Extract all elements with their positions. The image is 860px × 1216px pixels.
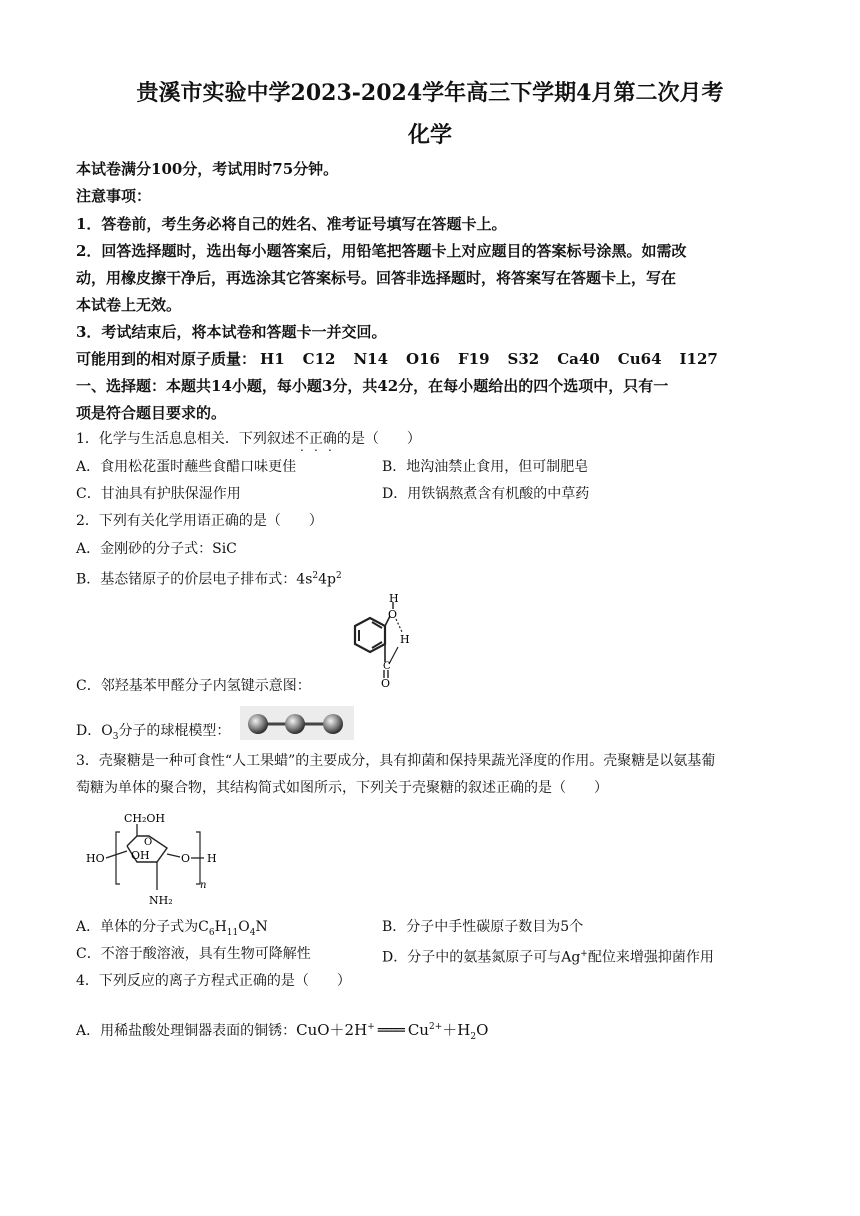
q2-option-c: C．邻羟基苯甲醛分子内氢键示意图： <box>76 678 311 694</box>
score-line: 本试卷满分100分，考试用时75分钟。 <box>76 160 339 178</box>
q2-d-post: 分子的球棍模型： <box>118 723 231 739</box>
mass-i: I127 <box>679 350 718 368</box>
note-2-cont: 动，用橡皮擦干净后，再选涂其它答案标号。回答非选择题时，将答案写在答题卡上，写在 <box>76 269 677 287</box>
q1-em-3: 确 <box>322 431 337 447</box>
eq-lhs-sup: + <box>367 1022 375 1032</box>
q1-stem-b: 的是（ ） <box>336 431 421 447</box>
q3-d-sup: + <box>580 949 588 959</box>
glycosidic-bond <box>167 854 180 857</box>
question-2-stem: 2．下列有关化学用语正确的是（ ） <box>76 513 323 529</box>
q3-a-pre: A．单体的分子式为 <box>76 919 199 935</box>
eq-o: O <box>476 1021 489 1039</box>
mass-o: O16 <box>406 350 440 368</box>
h-side-label: H <box>400 633 410 646</box>
c-label: C <box>383 661 391 672</box>
ring-o-label: O <box>144 837 153 848</box>
section-heading-cont: 项是符合题目要求的。 <box>76 404 227 422</box>
q3-option-b: B．分子中手性碳原子数目为5个 <box>382 919 584 935</box>
end-h-label: H <box>207 852 217 865</box>
ch2oh-label: CH₂OH <box>124 812 166 825</box>
exam-title: 贵溪市实验中学2023-2024学年高三下学期4月第二次月考 <box>136 80 724 106</box>
oxygen-ball-3 <box>323 714 343 734</box>
note-1: 1．答卷前，考生务必将自己的姓名、准考证号填写在答题卡上。 <box>76 215 507 233</box>
q2-b-4s-sup: 2 <box>312 571 319 581</box>
mass-n: N14 <box>353 350 389 368</box>
oxygen-ball-1 <box>248 714 268 734</box>
question-3-stem-cont: 萄糖为单体的聚合物，其结构简式如图所示，下列关于壳聚糖的叙述正确的是（ ） <box>76 780 608 796</box>
q2-option-b <box>76 567 342 589</box>
q1-option-a: A．食用松花蛋时蘸些食醋口味更佳 <box>76 459 297 475</box>
note-2: 2．回答选择题时，选出每小题答案后，用铅笔把答题卡上对应题目的答案标号涂黑。如需改 <box>76 242 687 260</box>
q1-option-c: C．甘油具有护肤保湿作用 <box>76 486 241 502</box>
q2-b-4s: 4s <box>296 571 313 588</box>
o-bottom-label: O <box>381 677 391 688</box>
eq-lhs: CuO＋2H <box>296 1021 368 1039</box>
question-4-stem: 4．下列反应的离子方程式正确的是（ ） <box>76 973 351 989</box>
q2-option-a: A．金刚砂的分子式：SiC <box>76 541 237 557</box>
notice-heading: 注意事项： <box>76 187 152 205</box>
f-o-sub: 4 <box>249 927 256 938</box>
q2-b-4p-sup: 2 <box>336 571 342 581</box>
q4-a-pre: A．用稀盐酸处理铜器表面的铜锈： <box>76 1023 297 1039</box>
q1-em-2: 正 <box>308 431 323 447</box>
ionic-equation <box>296 1021 489 1042</box>
exam-subject: 化学 <box>407 122 452 148</box>
note-3: 3．考试结束后，将本试卷和答题卡一并交回。 <box>76 323 387 341</box>
mass-f: F19 <box>457 350 490 368</box>
salicylaldehyde-hbond-figure <box>328 592 418 688</box>
f-c-sub: 6 <box>208 927 215 938</box>
f-c: C <box>198 919 209 935</box>
mass-c: C12 <box>302 350 336 368</box>
oxygen-ball-2 <box>285 714 305 734</box>
q2-d-pre: D．O <box>76 723 113 739</box>
mass-ca: Ca40 <box>557 350 600 368</box>
mass-label: 可能用到的相对原子质量： <box>76 350 257 368</box>
eq-h-sub: 2 <box>470 1032 477 1042</box>
bridge-o-label: O <box>181 852 191 865</box>
q2-d-sub: 3 <box>112 731 119 742</box>
oh-label: OH <box>131 849 150 862</box>
q3-option-c: C．不溶于酸溶液，具有生物可降解性 <box>76 946 311 962</box>
f-h: H <box>214 919 227 935</box>
atomic-mass-line <box>76 350 736 368</box>
nh2-label: NH₂ <box>149 894 173 907</box>
q3-d-pre: D．分子中的氨基氮原子可与Ag <box>382 949 581 966</box>
q1-option-d: D．用铁锅熬煮含有机酸的中草药 <box>382 486 590 502</box>
f-h-sub: 11 <box>226 927 239 938</box>
h-top-label: H <box>389 592 399 605</box>
f-o: O <box>238 919 250 935</box>
repeat-n-label: n <box>200 880 207 891</box>
q3-d-post: 配位来增强抑菌作用 <box>587 949 714 966</box>
eq-cu-sup: 2+ <box>428 1022 443 1032</box>
question-3-stem: 3．壳聚糖是一种可食性“人工果蜡”的主要成分，具有抑菌和保持果蔬光泽度的作用。壳聚糖是以氨基葡 <box>76 753 716 769</box>
q1-em-1: 不 <box>294 431 309 447</box>
eq-cu: Cu <box>407 1021 429 1039</box>
q2-b-4p: 4p <box>318 571 336 588</box>
q1-option-b: B．地沟油禁止食用，但可制肥皂 <box>382 459 589 475</box>
section-heading: 一、选择题：本题共14小题，每小题3分，共42分，在每小题给出的四个选项中，只有一 <box>76 377 669 395</box>
left-bracket <box>116 832 120 884</box>
ozone-ball-stick-model <box>240 706 354 740</box>
q4-option-a <box>76 1018 488 1046</box>
note-2-end: 本试卷上无效。 <box>76 296 182 314</box>
ho-label: HO <box>86 852 105 865</box>
q1-stem-a: 1．化学与生活息息相关．下列叙述 <box>76 431 295 447</box>
q2-b-text: B．基态锗原子的价层电子排布式： <box>76 571 297 588</box>
mass-h: H1 <box>260 350 285 368</box>
q3-option-d <box>382 945 714 967</box>
o-top-label: O <box>388 608 398 621</box>
mass-s: S32 <box>507 350 540 368</box>
eq-h: ＋H <box>442 1021 471 1039</box>
question-1-stem <box>76 430 421 448</box>
f-n: N <box>255 919 268 935</box>
q3-option-a <box>76 918 268 942</box>
chitosan-structure-figure <box>80 806 230 912</box>
q2-option-d <box>76 722 230 746</box>
mass-cu: Cu64 <box>617 350 662 368</box>
eq-arrow: ═══ <box>377 1021 405 1039</box>
